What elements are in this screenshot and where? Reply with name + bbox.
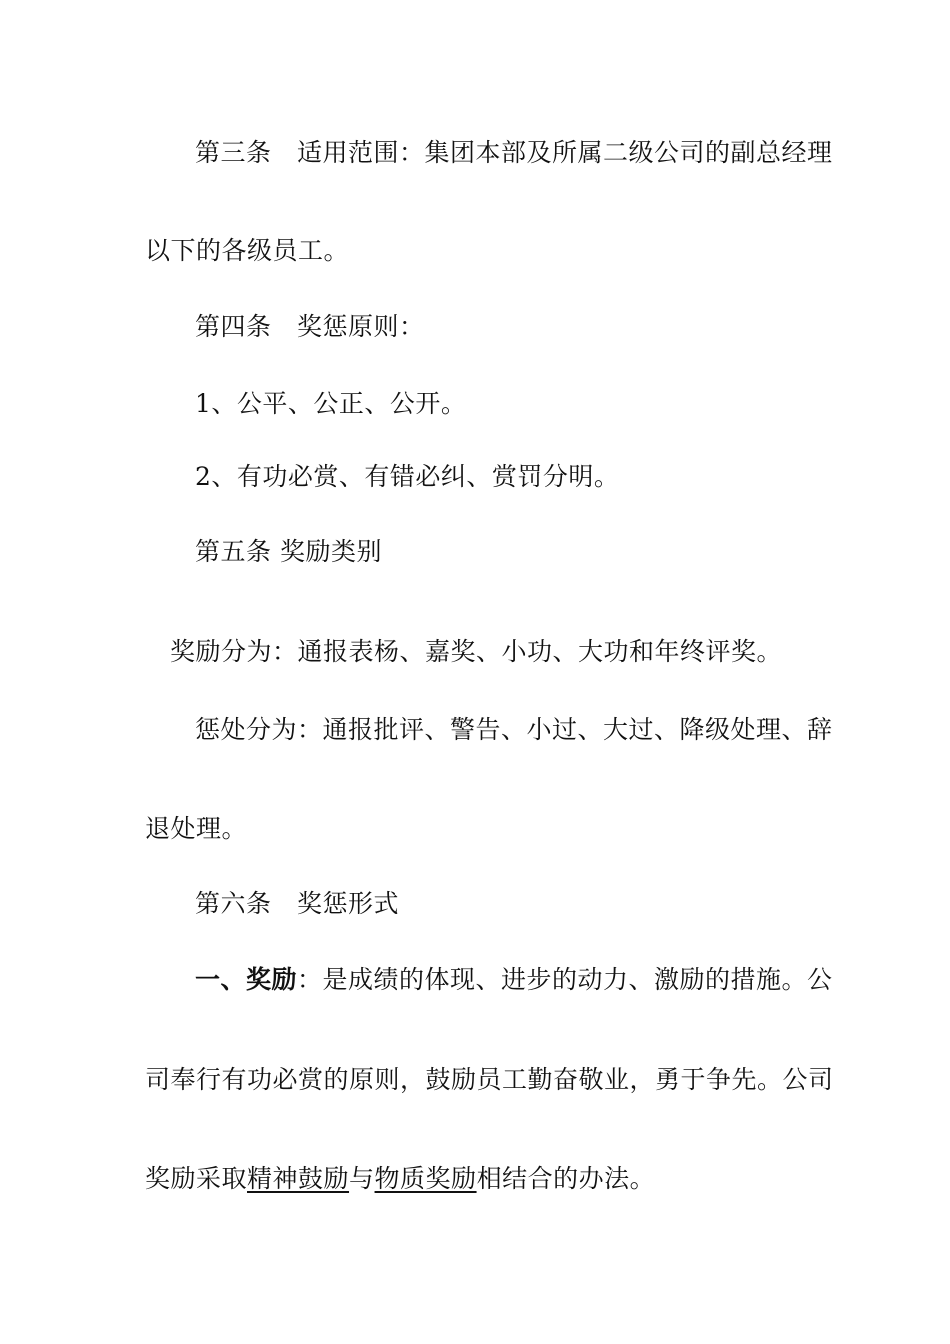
reward-method-text-a: 奖励采取 bbox=[145, 1164, 248, 1193]
reward-intro-text: ：是成绩的体现、进步的动力、激励的措施。公 bbox=[297, 965, 833, 994]
article-4-item-2: 2、有功必赏、有错必纠、赏罚分明。 bbox=[195, 462, 620, 491]
article-6-para-line-2: 司奉行有功必赏的原则，鼓励员工勤奋敬业，勇于争先。公司 bbox=[145, 1065, 834, 1094]
article-5-penalties-line-1: 惩处分为：通报批评、警告、小过、大过、降级处理、辞 bbox=[195, 715, 833, 744]
reward-heading: 一、奖励 bbox=[195, 965, 298, 994]
article-5-heading: 第五条 奖励类别 bbox=[195, 537, 382, 566]
article-4-item-1: 1、公平、公正、公开。 bbox=[195, 389, 467, 418]
article-6-heading: 第六条 奖惩形式 bbox=[195, 889, 400, 918]
material-reward-term: 物质奖励 bbox=[374, 1164, 477, 1193]
spiritual-reward-term: 精神鼓励 bbox=[247, 1164, 350, 1193]
article-6-para-line-1 bbox=[195, 963, 833, 997]
article-5-penalties-line-2: 退处理。 bbox=[145, 814, 248, 843]
article-4-heading: 第四条 奖惩原则： bbox=[195, 312, 425, 341]
reward-method-text-b: 与 bbox=[349, 1164, 375, 1193]
article-3-line-2: 以下的各级员工。 bbox=[145, 236, 350, 265]
article-5-rewards: 奖励分为：通报表杨、嘉奖、小功、大功和年终评奖。 bbox=[170, 637, 783, 666]
reward-method-text-c: 相结合的办法。 bbox=[476, 1164, 656, 1193]
article-6-para-line-3 bbox=[145, 1162, 655, 1196]
article-3-line-1: 第三条 适用范围：集团本部及所属二级公司的副总经理 bbox=[195, 138, 833, 167]
